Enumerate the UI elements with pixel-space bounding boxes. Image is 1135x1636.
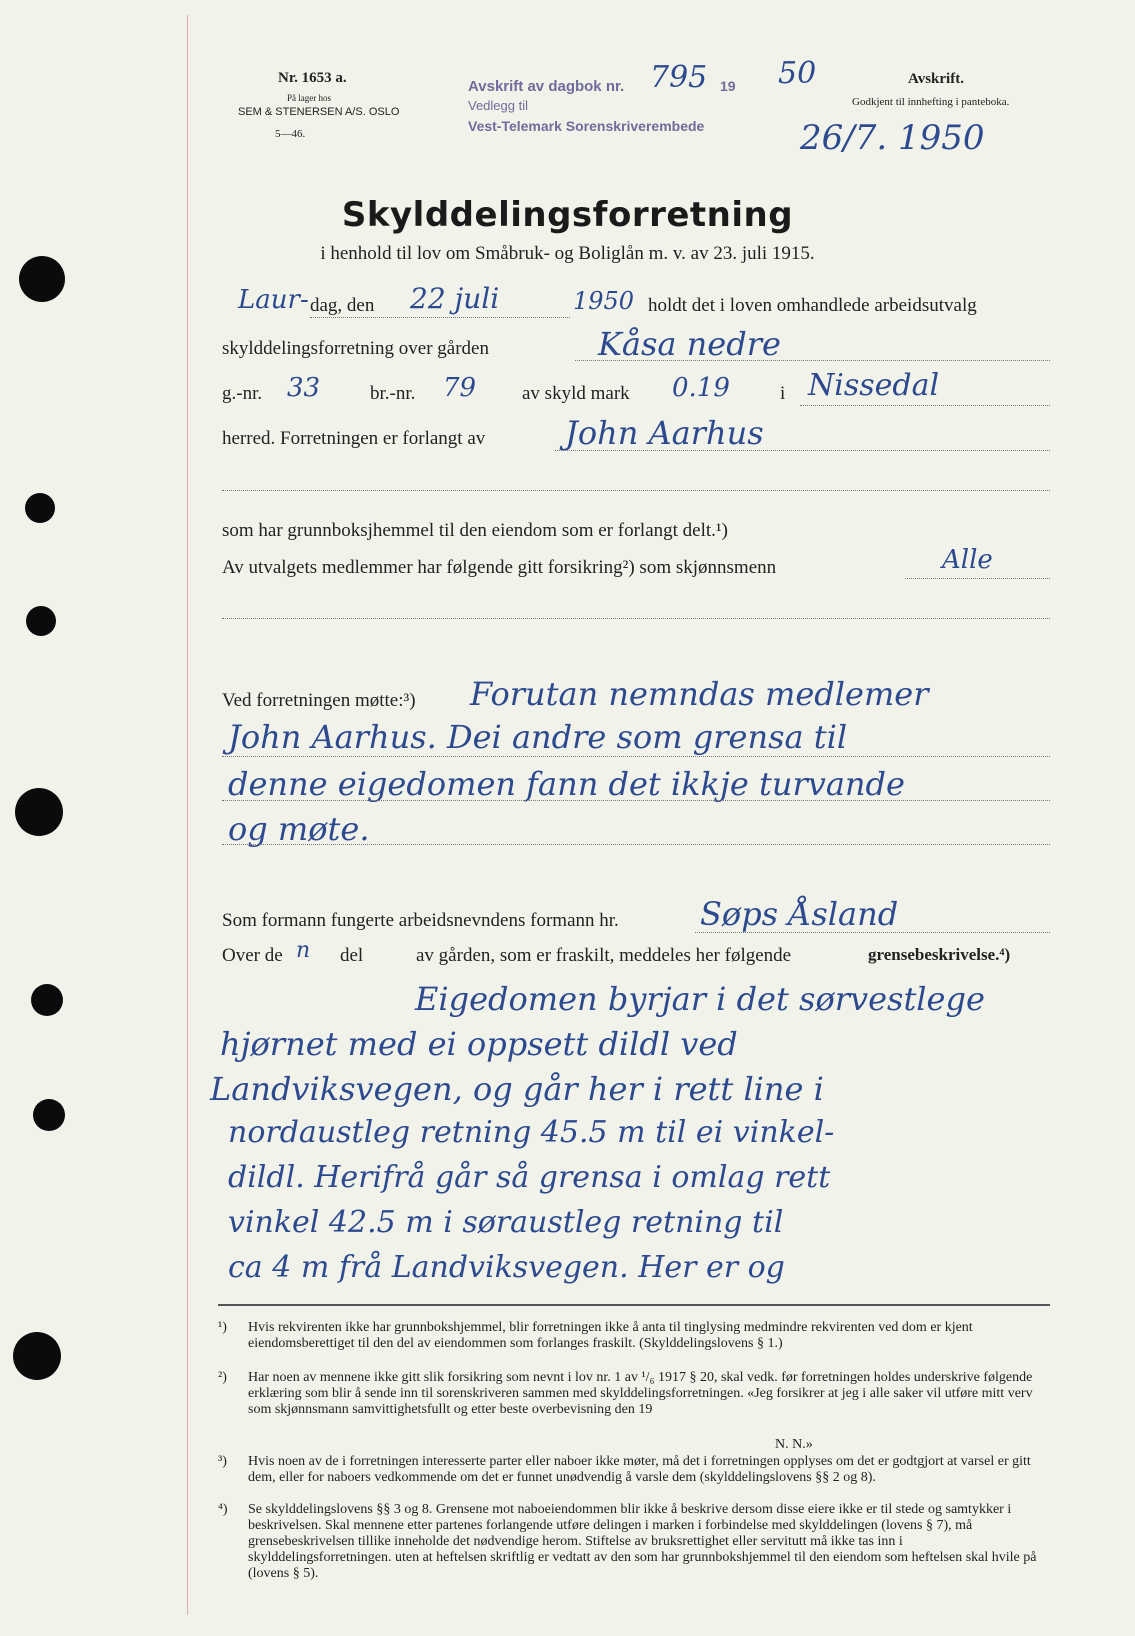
mote-text-4: og møte. — [228, 810, 370, 848]
form-number: Nr. 1653 a. — [278, 70, 347, 86]
fill-line — [310, 317, 570, 318]
grense-text-7: ca 4 m frå Landviksvegen. Her er og — [228, 1250, 785, 1285]
footnote-2-signature-text: N. N.» — [775, 1437, 813, 1452]
fill-line — [222, 844, 1050, 845]
grense-text-1: Eigedomen byrjar i det sørvestlege — [415, 980, 985, 1018]
stock-line-2: SEM & STENERSEN A/S. OSLO — [238, 106, 400, 118]
forsikring-text: Av utvalgets medlemmer har følgende gitt forsikring²) som skjønnsmenn — [222, 557, 777, 578]
document-subtitle: i henhold til lov om Småbruk- og Boliglån m. v. av 23. juli 1915. — [320, 243, 815, 264]
footnote-1-number: ¹) — [218, 1320, 227, 1335]
i-label: i — [780, 383, 786, 404]
fill-line — [555, 450, 1050, 451]
farm-name: Kåsa nedre — [598, 325, 781, 363]
day-suffix: dag, den — [310, 295, 375, 316]
footnote-4 — [218, 1502, 1048, 1602]
punch-hole — [26, 606, 56, 636]
document-title: Skylddelingsforretning — [341, 195, 794, 235]
over-label-c: av gården, som er fraskilt, meddeles her følgende — [416, 945, 792, 966]
journal-year-prefix: 19 — [720, 78, 736, 94]
footnote-1 — [218, 1320, 1048, 1370]
fill-line — [695, 932, 1050, 933]
footnote-3-number: ³) — [218, 1454, 227, 1469]
mote-label: Ved forretningen møtte:³) — [222, 690, 416, 711]
fill-line — [222, 800, 1050, 801]
over-value: n — [296, 938, 311, 963]
over-label-b: del — [340, 945, 364, 966]
footnote-2-number: ²) — [218, 1370, 227, 1385]
stamp-date: 26/7. 1950 — [800, 118, 985, 158]
farm-label: skylddelingsforretning over gården — [222, 338, 489, 359]
punch-hole — [13, 1332, 61, 1380]
fill-line — [222, 490, 1050, 491]
line1-tail: holdt det i loven omhandlede arbeidsutvalg — [648, 295, 977, 316]
mote-text-1: Forutan nemndas medlemer — [470, 675, 929, 713]
forsikring-value: Alle — [942, 545, 993, 575]
footnote-2-text: Har noen av mennene ikke gitt slik forsikring som nevnt i lov nr. 1 av ¹/₆ 1917 § 20, skal vedk. før forretningen holdes underskrive følgende erklæring som blir å sende inn til sorenskriveren sammen med skylddelingsforretningen. «Jeg forsikrer at jeg i alle saker vil utføre mitt verv som skjønnsmann samvittighetsfullt og etter beste overbevisning den 19 — [248, 1370, 1033, 1417]
journal-year: 50 — [778, 56, 817, 91]
fill-line — [575, 360, 1050, 361]
mote-text-3: denne eigedomen fann det ikkje turvande — [228, 765, 905, 803]
copy-note: Godkjent til innhefting i panteboka. — [852, 96, 1010, 108]
day-field: Laur- — [238, 285, 309, 315]
grense-text-4: nordaustleg retning 45.5 m til ei vinkel- — [228, 1115, 835, 1150]
grense-text-2: hjørnet med ei oppsett dildl ved — [220, 1025, 738, 1063]
punch-hole — [33, 1099, 65, 1131]
formann-label: Som formann fungerte arbeidsnevndens formann hr. — [222, 910, 619, 931]
hjemmel-text: som har grunnboksjhemmel til den eiendom som er forlangt delt.¹) — [222, 520, 728, 541]
footnote-3-text: Hvis noen av de i forretningen interesserte parter eller naboer ikke møter, må det i forretningen opplyses om det er godtgjort at varsel er gitt dem, eller for naboers vedkommende om det er funnet unødvendig å varsle dem (skylddelingslovens §§ 2 og 8). — [248, 1454, 1031, 1485]
skyld-value: 0.19 — [672, 373, 730, 403]
footnote-1-text: Hvis rekvirenten ikke har grunnbokshjemmel, blir forretningen ikke å anta til tinglysing medmindre rekvirenten ved dom er kjent eiendomsberettiget til den del av eiendommen som forlanges fraskilt. (Skylddelingslovens § 1.) — [248, 1320, 973, 1351]
gnr-value: 33 — [287, 373, 321, 403]
date-field: 22 juli — [410, 282, 500, 315]
copy-label: Avskrift. — [908, 71, 964, 87]
footnote-2-signature — [775, 1437, 875, 1453]
mote-text-2: John Aarhus. Dei andre som grensa til — [228, 718, 848, 756]
footnote-4-number: ⁴) — [218, 1502, 228, 1517]
stamp-line-2: Vedlegg til — [468, 98, 528, 113]
fill-line — [905, 578, 1050, 579]
bnr-label: br.-nr. — [370, 383, 416, 404]
over-label-a: Over de — [222, 945, 283, 966]
punch-hole — [31, 984, 63, 1016]
fill-line — [222, 756, 1050, 757]
grense-heading: grensebeskrivelse.⁴) — [868, 945, 1011, 964]
footnote-3 — [218, 1454, 1048, 1502]
grense-text-5: dildl. Herifrå går så grensa i omlag rett — [228, 1160, 831, 1195]
journal-number: 795 — [650, 60, 708, 95]
bnr-value: 79 — [443, 373, 477, 403]
requester-name: John Aarhus — [565, 414, 764, 452]
punch-hole — [25, 493, 55, 523]
fill-line — [222, 618, 1050, 619]
footnote-divider — [218, 1304, 1050, 1306]
stamp-line-1: Avskrift av dagbok nr. — [468, 78, 625, 95]
stock-line-1: På lager hos — [287, 93, 331, 103]
grense-text-6: vinkel 42.5 m i søraustleg retning til — [228, 1205, 784, 1240]
grense-text-3: Landviksvegen, og går her i rett line i — [210, 1070, 824, 1108]
footnote-2 — [218, 1370, 1048, 1434]
herred-label: herred. Forretningen er forlangt av — [222, 428, 486, 449]
year-field: 1950 — [573, 287, 635, 315]
herred-name: Nissedal — [808, 368, 940, 403]
formann-name: Søps Åsland — [700, 895, 899, 933]
form-date: 5—46. — [275, 128, 306, 140]
punch-hole — [15, 788, 63, 836]
gnr-label: g.-nr. — [222, 383, 263, 404]
footnote-4-text: Se skylddelingslovens §§ 3 og 8. Grensene mot naboeiendommen blir ikke å beskrive dersom disse eiere ikke er til stede og samtykker i beskrivelsen. Skal mennene etter partenes forlangende utføre delingen i marken i forbindelse med skylddelingen (lovens § 7), må grensebeskrivelsen tillike inneholde det nødvendige herom. Stiftelse av bruksrettighet eller servitutt må ikke tas inn i skylddelingsforretningen. uten at heftelsen skriftlig er vedtatt av den som har grunnbokshjemmel til den eiendom som heftelsen skal hvile på (lovens § 5). — [248, 1502, 1037, 1581]
fill-line — [800, 405, 1050, 406]
skyld-label: av skyld mark — [522, 383, 630, 404]
stamp-line-3: Vest-Telemark Sorenskriverembede — [468, 118, 705, 134]
